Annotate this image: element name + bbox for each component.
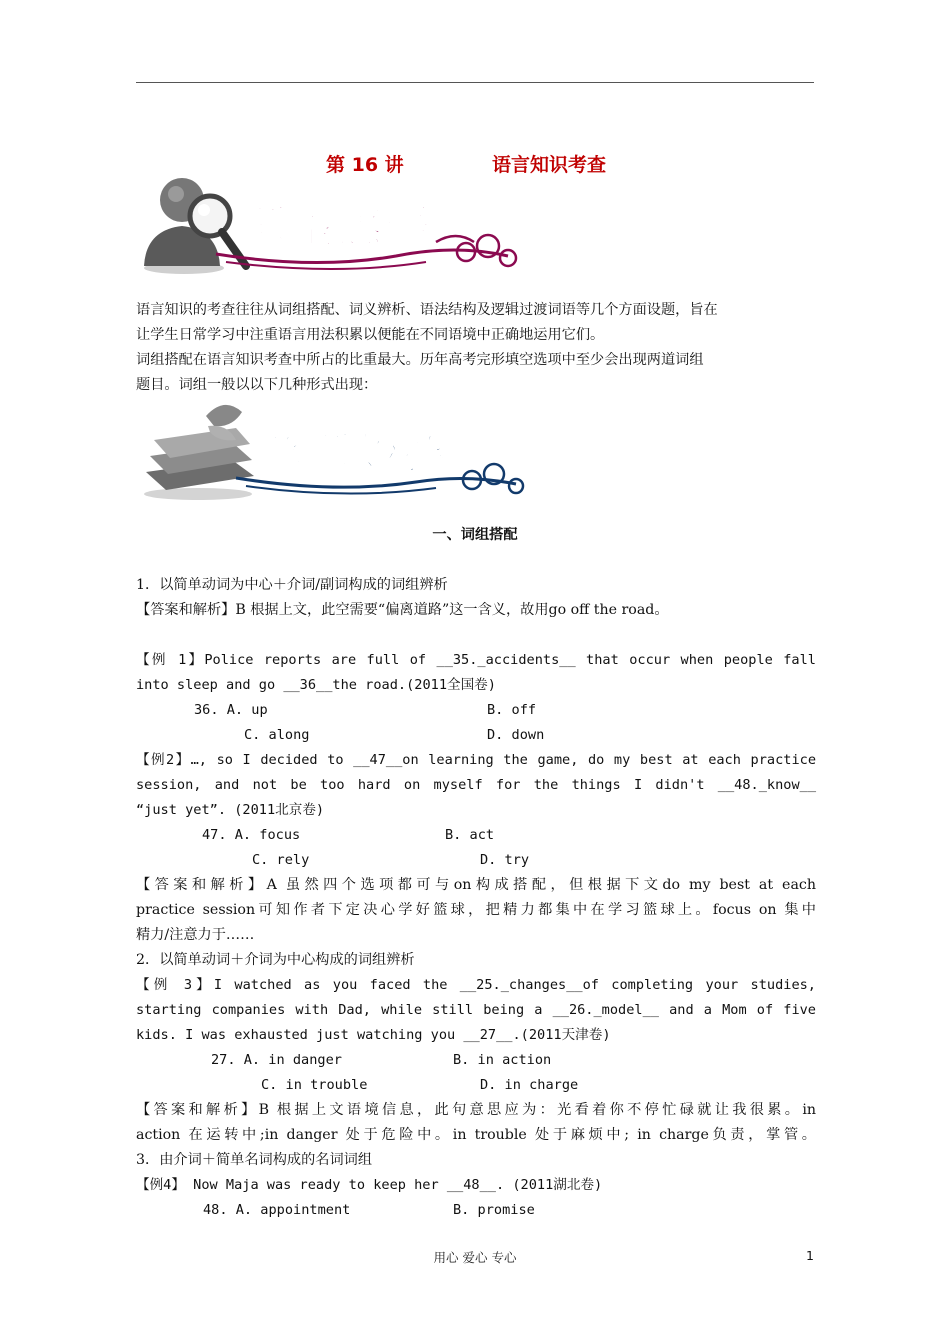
example-4-line: 【例4】 Now Maja was ready to keep her __48__. (2011湖北卷) bbox=[136, 1177, 603, 1193]
option-b: B. promise bbox=[453, 1202, 535, 1218]
page-number: 1 bbox=[806, 1248, 814, 1263]
option-a: 36. A. up bbox=[194, 702, 268, 718]
option-b: B. in action bbox=[453, 1052, 552, 1068]
answer-explanation: 精力/注意力于…… bbox=[136, 927, 255, 943]
banner-title: 解题妙招 bbox=[260, 429, 453, 478]
example-1-line: 【例 1】Police reports are full of __35._accidents__ that occur when people fall bbox=[136, 652, 816, 668]
answer-explanation: 【答案和解析】B 根据上文语境信息，此句意思应为：光看着你不停忙碌就让我很累。in bbox=[136, 1102, 816, 1118]
option-d: D. in charge bbox=[480, 1077, 579, 1093]
answer-explanation: 【答案和解析】A 虽然四个选项都可与on构成搭配，但根据下文do my best at each bbox=[136, 877, 816, 893]
header-rule bbox=[136, 82, 814, 83]
page-footer: 用心 爱心 专心 bbox=[433, 1250, 517, 1265]
option-c: C. rely bbox=[252, 852, 310, 868]
option-a: 48. A. appointment bbox=[203, 1202, 351, 1218]
example-3-line: 【例 3】I watched as you faced the __25._changes__of completing your studies, bbox=[136, 977, 816, 993]
option-b: B. off bbox=[487, 702, 537, 718]
answer-explanation: action 在运转中;in danger 处于危险中。in trouble 处于麻烦中; in charge负责，掌管。 bbox=[136, 1127, 816, 1143]
option-c: C. in trouble bbox=[261, 1077, 368, 1093]
answer-explanation: practice session可知作者下定决心学好篮球，把精力都集中在学习篮球上。focus on 集中 bbox=[136, 902, 816, 918]
lecture-topic: 语言知识考查 bbox=[492, 154, 607, 176]
subsection-heading: 3．由介词＋简单名词构成的名词词组 bbox=[136, 1152, 373, 1168]
example-2-line: “just yet”. (2011北京卷) bbox=[136, 802, 325, 818]
lecture-number: 第 16 讲 bbox=[326, 154, 404, 176]
books-butterfly-icon bbox=[144, 405, 254, 500]
answer-explanation: 【答案和解析】B 根据上文，此空需要“偏离道路”这一含义，故用go off the road。 bbox=[136, 602, 669, 618]
subsection-heading: 1．以简单动词为中心＋介词/副词构成的词组辨析 bbox=[136, 577, 448, 593]
example-1-line: into sleep and go __36__the road.(2011全国卷) bbox=[136, 677, 496, 693]
subsection-heading: 2．以简单动词＋介词为中心构成的词组辨析 bbox=[136, 952, 415, 968]
banner-title: 题型感悟 bbox=[242, 202, 434, 253]
option-d: D. down bbox=[487, 727, 545, 743]
example-3-line: starting companies with Dad, while still being a __26._model__ and a Mom of five bbox=[136, 1002, 816, 1018]
banner-question-types bbox=[136, 172, 532, 278]
option-b: B. act bbox=[445, 827, 495, 843]
banner-solving-tips bbox=[136, 398, 532, 502]
example-2-line: 【例2】…, so I decided to __47__on learning the game, do my best at each practice bbox=[136, 752, 816, 768]
option-a: 27. A. in danger bbox=[211, 1052, 342, 1068]
option-d: D. try bbox=[480, 852, 530, 868]
person-magnifier-icon bbox=[144, 178, 246, 274]
section-heading: 一、词组搭配 bbox=[432, 527, 518, 543]
example-2-line: session, and not be too hard on myself for the things I didn't __48._know__ bbox=[136, 777, 816, 793]
option-a: 47. A. focus bbox=[202, 827, 301, 843]
option-c: C. along bbox=[244, 727, 310, 743]
example-3-line: kids. I was exhausted just watching you __27__.(2011天津卷) bbox=[136, 1027, 611, 1043]
